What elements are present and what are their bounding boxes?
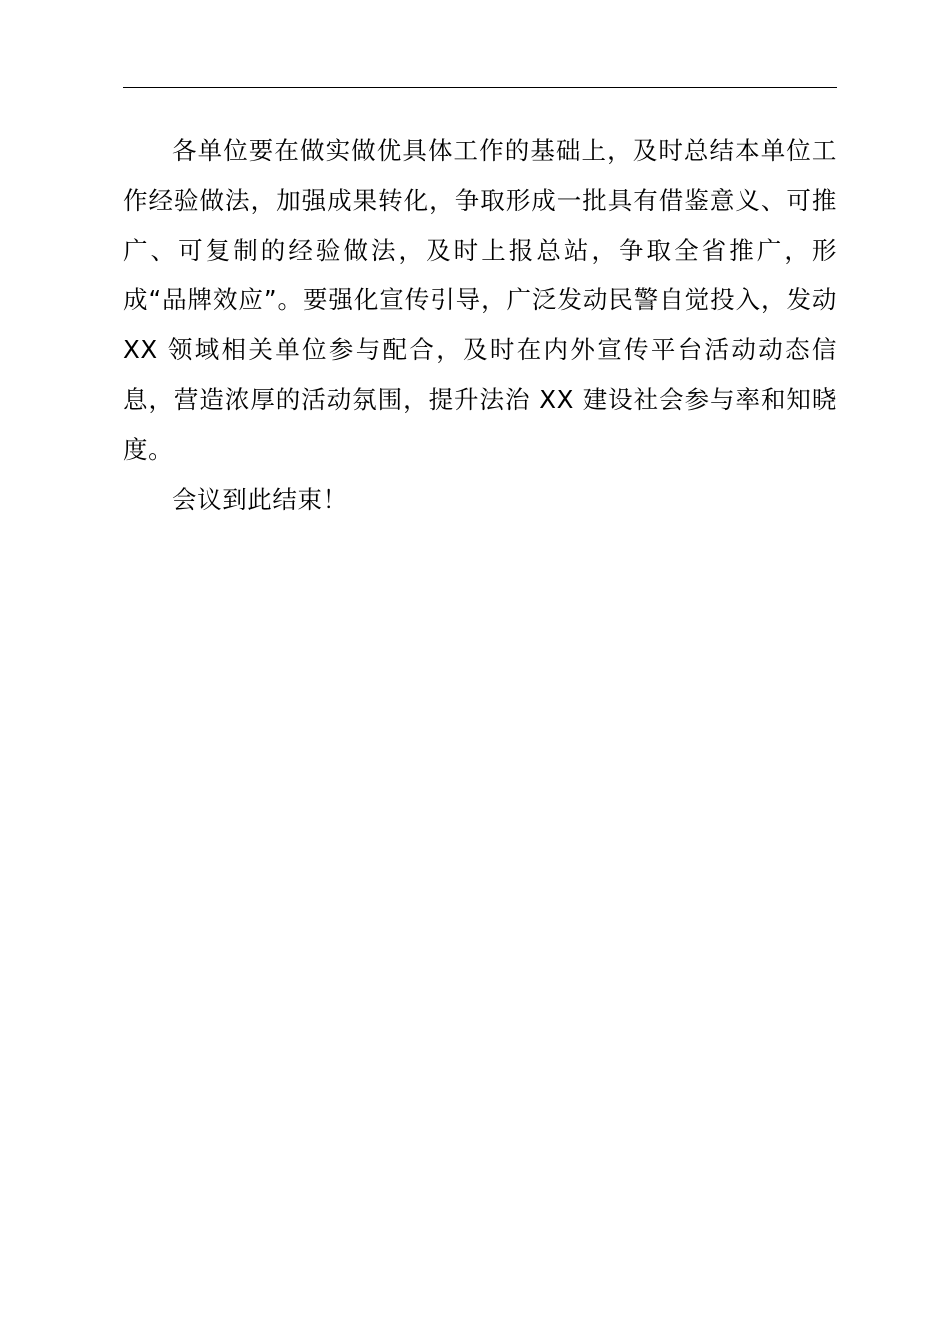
header-rule [123, 87, 837, 88]
document-body [123, 126, 837, 524]
body-paragraph: 各单位要在做实做优具体工作的基础上，及时总结本单位工作经验做法，加强成果转化，争取形成一批具有借鉴意义、可推广、可复制的经验做法，及时上报总站，争取全省推广，形成“品牌效应”。要强化宣传引导，广泛发动民警自觉投入，发动 XX 领域相关单位参与配合，及时在内外宣传平台活动动态信息，营造浓厚的活动氛围，提升法治 XX 建设社会参与率和知晓度。 [123, 136, 837, 464]
closing-paragraph: 会议到此结束！ [172, 484, 348, 514]
